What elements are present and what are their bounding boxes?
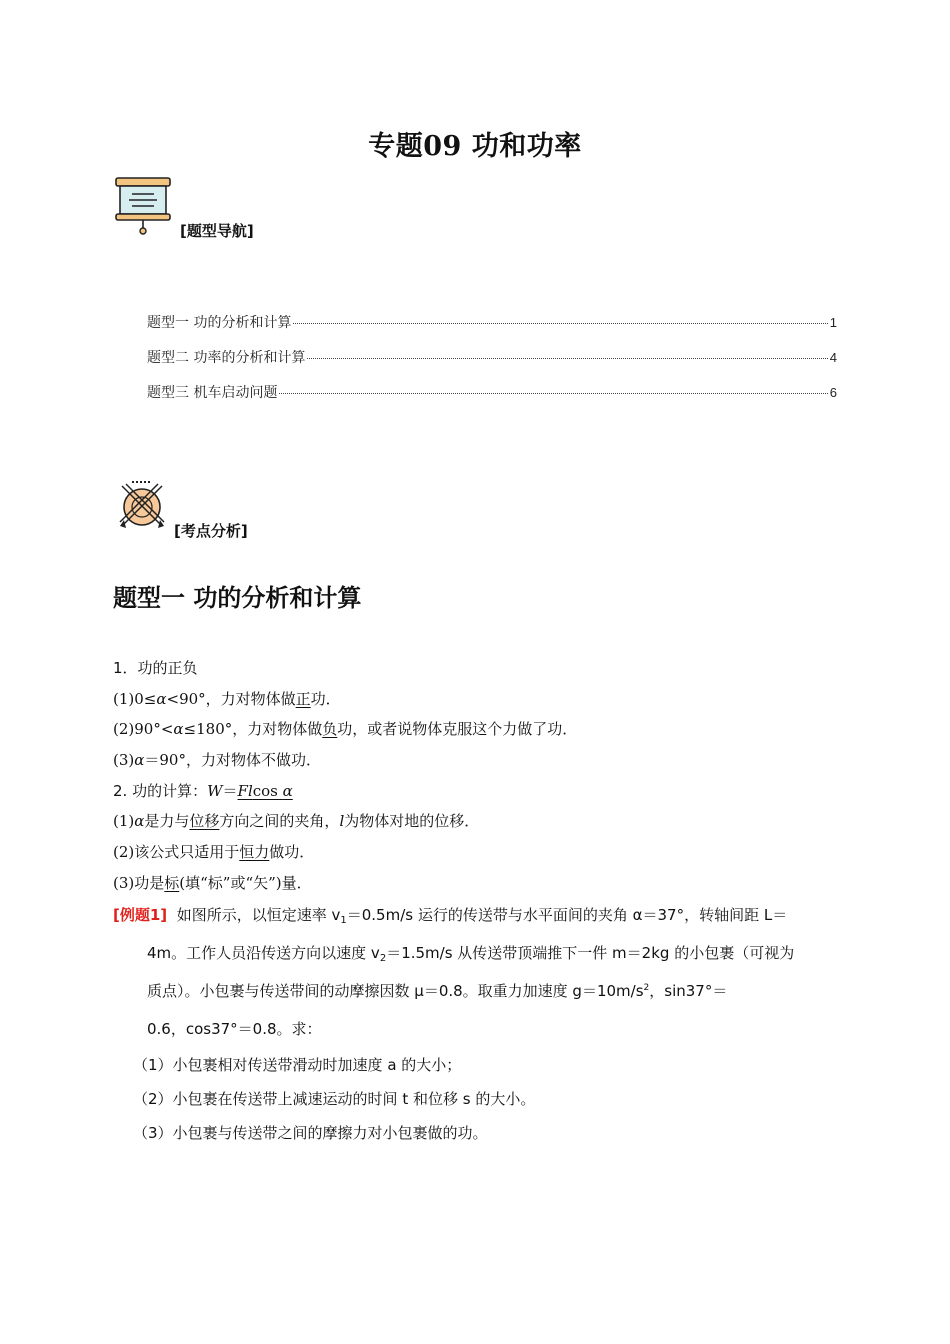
question-item: （2）小包裹在传送带上减速运动的时间 t 和位移 s 的大小。	[133, 1090, 536, 1108]
example-line: 4m。工作人员沿传送方向以速度 $v_2=1.5m/s$ 从传送带顶端推下一件 m＝2kg 的小包裹（可视为	[147, 944, 795, 964]
toc-item-page: 1	[829, 315, 837, 330]
point-line: (3)功是标(填“标”或“矢”)量．	[113, 874, 312, 892]
question-item: （1）小包裹相对传送带滑动时加速度 a 的大小；	[133, 1056, 462, 1074]
question-item: （3）小包裹与传送带之间的摩擦力对小包裹做的功。	[133, 1124, 488, 1142]
point-line: (2)90°<α≤180°，力对物体做负功，或者说物体克服这个力做了功．	[113, 720, 578, 738]
toc-leader	[307, 358, 827, 359]
toc-item-label: 题型二 功率的分析和计算	[147, 350, 306, 366]
point-line: (1)α是力与位移方向之间的夹角，l为物体对地的位移．	[113, 812, 480, 830]
example-line: 质点）。小包裹与传送带间的动摩擦因数 μ＝0.8。取重力加速度 $g=10m/s^2$，sin37°＝	[147, 982, 728, 1000]
example-tag: [例题1]	[113, 906, 168, 924]
toc-item-page: 4	[829, 350, 837, 365]
toc-leader	[279, 393, 827, 394]
page-title: 专题09 功和功率	[368, 131, 582, 162]
toc-item[interactable]	[147, 382, 837, 402]
point-line: (3)α＝90°，力对物体不做功．	[113, 751, 321, 769]
point-title: 1．功的正负	[113, 659, 198, 677]
analysis-label: [考点分析]	[174, 522, 248, 540]
crossed-pencils-icon	[116, 480, 170, 536]
point-line: (2)该公式只适用于恒力做功．	[113, 843, 315, 861]
example-line: [例题1] 如图所示，以恒定速率 $v_1=0.5m/s$ 运行的传送带与水平面间的夹角 α＝37°，转轴间距 L＝	[113, 906, 788, 926]
toc-item-label: 题型一 功的分析和计算	[147, 315, 292, 331]
toc-item[interactable]	[147, 347, 837, 367]
section-heading: 题型一 功的分析和计算	[113, 584, 362, 612]
example-line: 0.6，cos37°＝0.8。求：	[147, 1020, 322, 1038]
nav-label: [题型导航]	[180, 222, 254, 240]
toc-item-label: 题型三 机车启动问题	[147, 385, 278, 401]
point-title: 2. 功的计算：W＝Flcos α	[113, 782, 293, 800]
toc-item-page: 6	[829, 385, 837, 400]
toc-leader	[293, 323, 827, 324]
point-line: (1)0≤α<90°，力对物体做正功．	[113, 690, 341, 708]
toc-item[interactable]	[147, 312, 837, 332]
presentation-board-icon	[112, 176, 174, 240]
